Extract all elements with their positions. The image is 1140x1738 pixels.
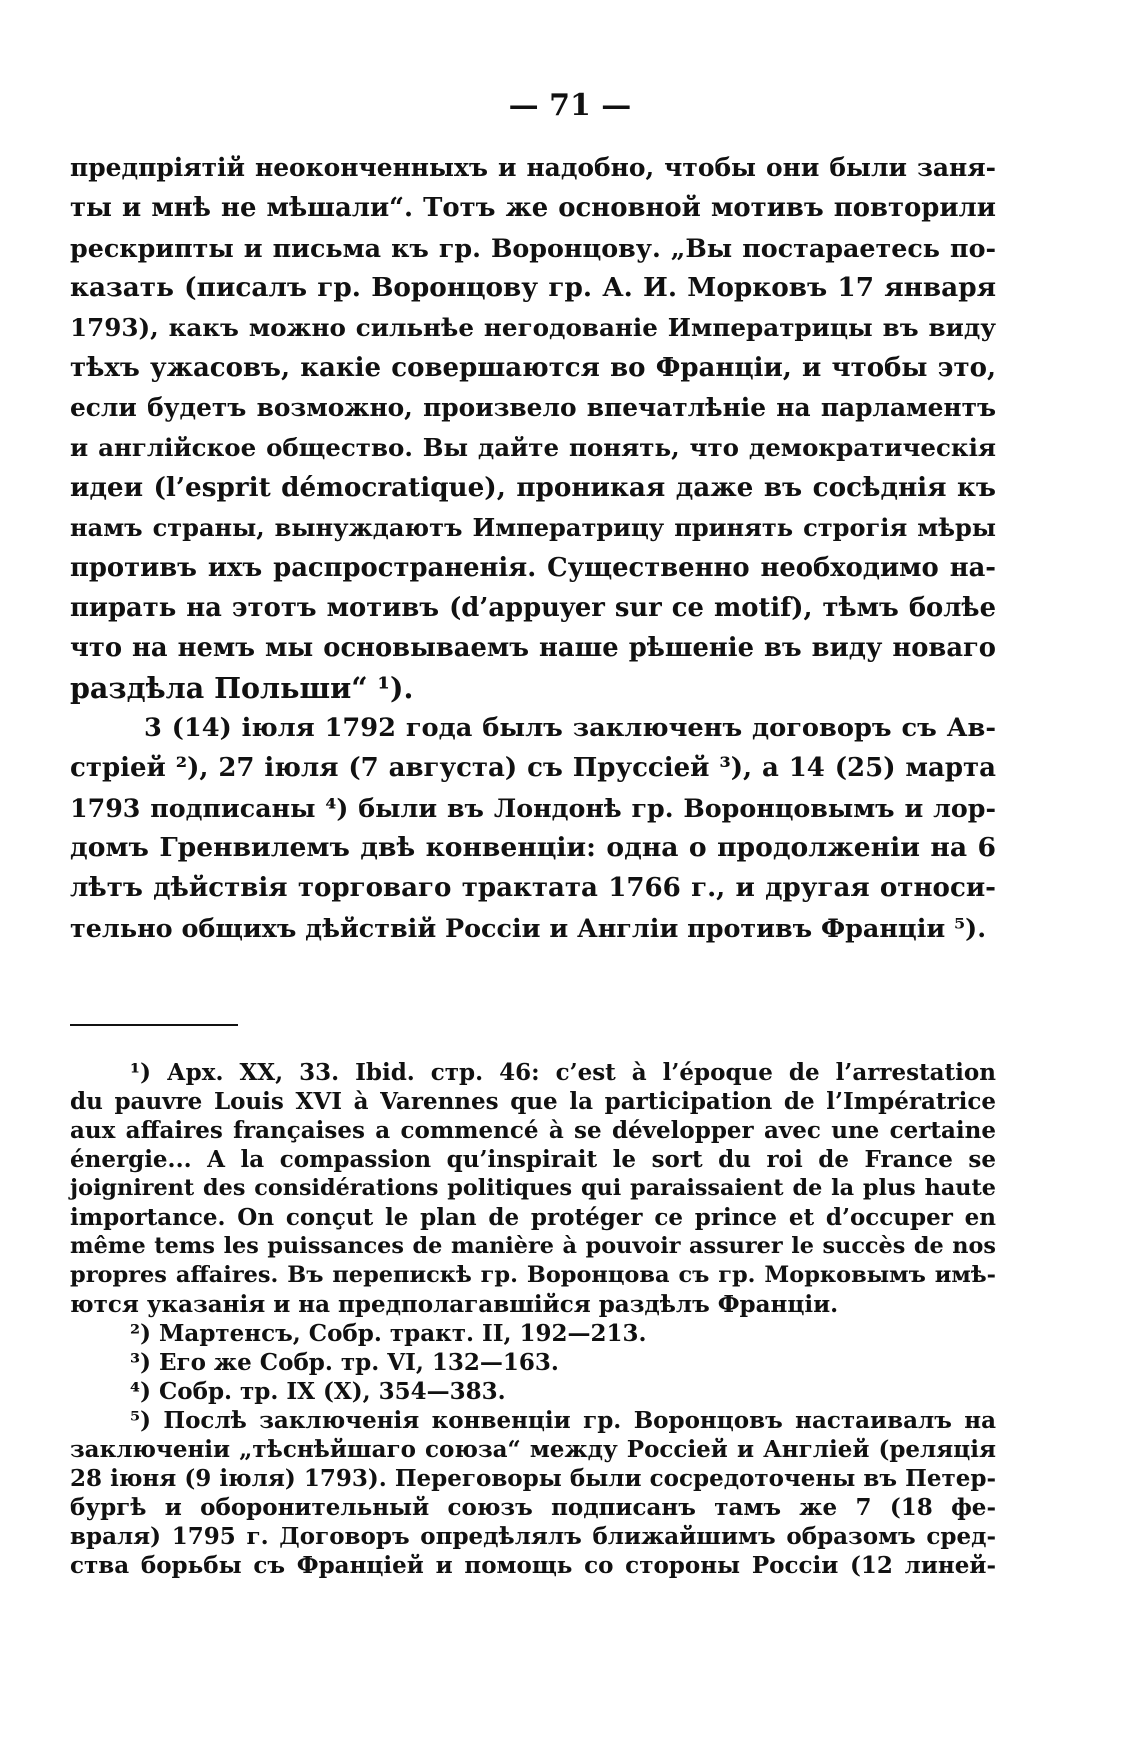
footnote-line: заключеніи „тѣснѣйшаго союза“ между Россіей и Англіей (реляція: [70, 1436, 996, 1463]
footnote-line: joignirent des considérations politiques qui paraissaient de la plus haute: [70, 1175, 996, 1201]
footnote-line: ³) Его же Собр. тр. VI, 132—163.: [130, 1349, 559, 1376]
footnote-line: importance. On conçut le plan de protéger ce prince et d’occuper en: [70, 1204, 996, 1231]
text-line: 3 (14) іюля 1792 года былъ заключенъ договоръ съ Ав-: [144, 713, 996, 743]
text-line: рескрипты и письма къ гр. Воронцову. „Вы постараетесь по-: [70, 233, 996, 263]
text-line: предпріятій неоконченныхъ и надобно, чтобы они были заня-: [70, 153, 996, 182]
text-line: домъ Гренвилемъ двѣ конвенціи: одна о продолженіи на 6: [70, 832, 996, 863]
footnote-line: ются указанія и на предполагавшійся раздѣлъ Франціи.: [70, 1291, 839, 1318]
footnote-line: ¹) Арх. XX, 33. Ibid. стр. 46: c’est à l’époque de l’arrestation: [130, 1059, 996, 1086]
text-line: 1793), какъ можно сильнѣе негодованіе Императрицы въ виду: [70, 313, 996, 342]
text-line: лѣтъ дѣйствія торговаго трактата 1766 г., и другая относи-: [70, 873, 996, 903]
footnote-separator: [70, 1024, 238, 1026]
text-line: пирать на этотъ мотивъ (d’appuyer sur ce motif), тѣмъ болѣе: [70, 593, 996, 623]
footnote-line: même tems les puissances de manière à pouvoir assurer le succès de nos: [70, 1233, 996, 1259]
text-line: если будетъ возможно, произвело впечатлѣніе на парламентъ: [70, 393, 996, 422]
footnote-line: ⁴) Собр. тр. IX (X), 354—383.: [130, 1378, 506, 1405]
footnote-line: énergie... A la compassion qu’inspirait le sort du roi de France se: [70, 1146, 996, 1173]
footnote-line: propres affaires. Въ перепискѣ гр. Воронцова съ гр. Морковымъ имѣ-: [70, 1262, 996, 1288]
text-line: противъ ихъ распространенія. Существенно необходимо на-: [70, 553, 996, 583]
footnote-line: ⁵) Послѣ заключенія конвенціи гр. Воронцовъ настаивалъ на: [130, 1407, 996, 1434]
text-line: 1793 подписаны ⁴) были въ Лондонѣ гр. Воронцовымъ и лор-: [70, 793, 996, 823]
text-line: тельно общихъ дѣйствій Россіи и Англіи противъ Франціи ⁵).: [70, 913, 987, 943]
text-line: стріей ²), 27 іюля (7 августа) съ Пруссіей ³), а 14 (25) марта: [70, 753, 996, 783]
footnote-line: aux affaires françaises a commencé à se développer avec une certaine: [70, 1117, 996, 1144]
main-text: [70, 148, 996, 948]
footnote-line: ства борьбы съ Франціей и помощь со стороны Россіи (12 линей-: [70, 1552, 996, 1579]
text-line: раздѣла Польши“ ¹).: [70, 671, 414, 705]
footnote-line: бургѣ и оборонительный союзъ подписанъ тамъ же 7 (18 фе-: [70, 1494, 996, 1521]
footnote-line: враля) 1795 г. Договоръ опредѣлялъ ближайшимъ образомъ сред-: [70, 1523, 996, 1550]
page-number: — 71 —: [508, 88, 632, 123]
footnotes: [70, 1058, 996, 1580]
footnote-line: du pauvre Louis XVI à Varennes que la participation de l’Impératrice: [70, 1088, 996, 1115]
text-line: и англійское общество. Вы дайте понять, что демократическія: [70, 433, 996, 462]
text-line: что на немъ мы основываемъ наше рѣшеніе въ виду новаго: [70, 633, 996, 663]
text-line: идеи (l’esprit démocratique), проникая даже въ сосѣднія къ: [70, 472, 996, 503]
text-line: намъ страны, вынуждаютъ Императрицу принять строгія мѣры: [70, 513, 996, 542]
text-line: ты и мнѣ не мѣшали“. Тотъ же основной мотивъ повторили: [70, 193, 996, 223]
text-line: тѣхъ ужасовъ, какіе совершаются во Франціи, и чтобы это,: [70, 353, 996, 383]
footnote-line: 28 іюня (9 іюля) 1793). Переговоры были сосредоточены въ Петер-: [70, 1465, 996, 1492]
text-line: казать (писалъ гр. Воронцову гр. А. И. Морковъ 17 января: [70, 272, 996, 303]
footnote-line: ²) Мартенсъ, Собр. тракт. II, 192—213.: [130, 1320, 647, 1347]
